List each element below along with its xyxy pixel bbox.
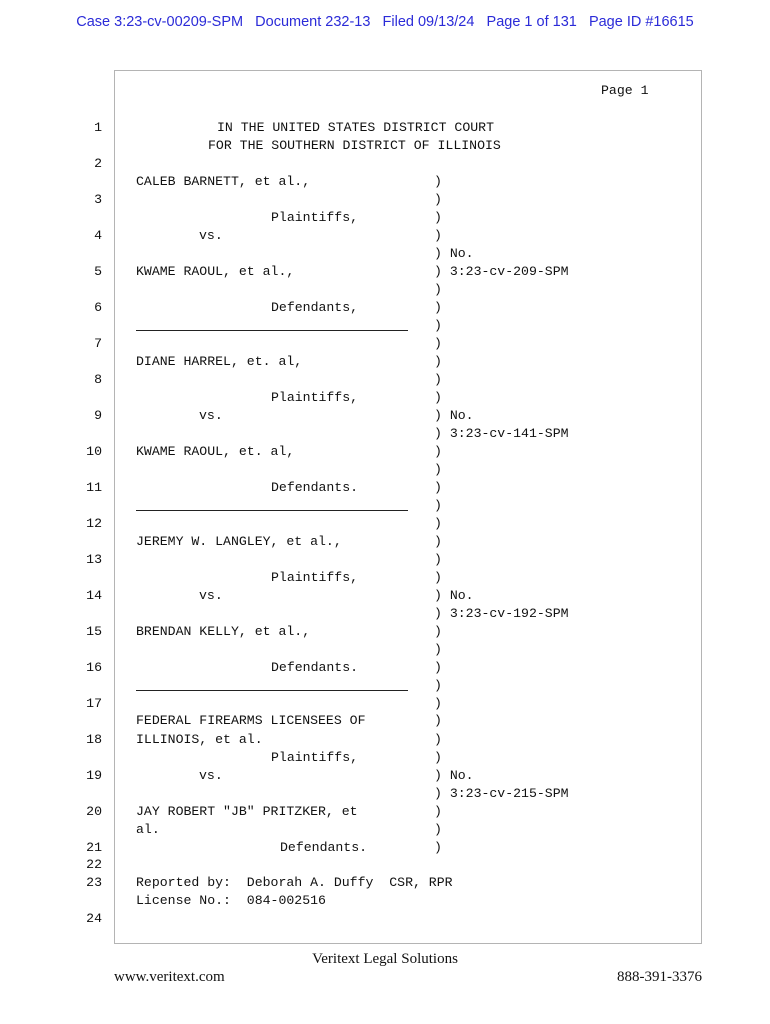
paren: ) [434, 372, 442, 387]
case2-plaintiffs-label: Plaintiffs, [271, 390, 359, 405]
case1-plaintiff: CALEB BARNETT, et al., [136, 174, 311, 189]
paren: ) [434, 498, 442, 513]
paren: ) [434, 678, 442, 693]
case1-case-number: ) 3:23-cv-209-SPM [434, 264, 569, 279]
paren: ) [434, 570, 442, 585]
page-id: Page ID #16615 [588, 14, 694, 30]
paren: ) [434, 660, 442, 675]
line-number: 7 [94, 336, 102, 351]
case1-no-label: ) No. [434, 246, 474, 261]
line-number: 20 [86, 804, 102, 819]
case1-defendant: KWAME RAOUL, et al., [136, 264, 295, 279]
paren: ) [434, 336, 442, 351]
court-title-line2: FOR THE SOUTHERN DISTRICT OF ILLINOIS [208, 138, 501, 153]
line-number: 16 [86, 660, 102, 675]
paren: ) [434, 516, 442, 531]
line-number: 11 [86, 480, 102, 495]
paren: ) [434, 444, 442, 459]
paren: ) [434, 354, 442, 369]
case3-plaintiff: JEREMY W. LANGLEY, et al., [136, 534, 342, 549]
paren: ) [434, 804, 442, 819]
document-number: Document 232-13 [255, 14, 371, 30]
paren: ) [434, 174, 442, 189]
case4-vs: vs. [199, 768, 223, 783]
filed-date: Filed 09/13/24 [382, 14, 475, 30]
line-number: 2 [94, 156, 102, 171]
case4-no-label: ) No. [434, 768, 474, 783]
paren: ) [434, 732, 442, 747]
paren: ) [434, 300, 442, 315]
case-separator-rule [136, 690, 408, 691]
line-number: 21 [86, 840, 102, 855]
case3-no-label: ) No. [434, 588, 474, 603]
case1-vs: vs. [199, 228, 223, 243]
case4-defendant-line1: JAY ROBERT "JB" PRITZKER, et [136, 804, 358, 819]
line-number: 24 [86, 911, 102, 926]
case3-defendants-label: Defendants. [271, 660, 359, 675]
line-number: 3 [94, 192, 102, 207]
case2-defendants-label: Defendants. [271, 480, 359, 495]
case3-defendant: BRENDAN KELLY, et al., [136, 624, 311, 639]
line-number: 8 [94, 372, 102, 387]
paren: ) [434, 840, 442, 855]
page-of: Page 1 of 131 [486, 14, 577, 30]
case3-case-number: ) 3:23-cv-192-SPM [434, 606, 569, 621]
paren: ) [434, 642, 442, 657]
paren: ) [434, 228, 442, 243]
case2-no-label: ) No. [434, 408, 474, 423]
case4-defendant-line2: al. [136, 822, 160, 837]
line-number: 12 [86, 516, 102, 531]
paren: ) [434, 822, 442, 837]
footer-phone: 888-391-3376 [617, 969, 702, 985]
case4-case-number: ) 3:23-cv-215-SPM [434, 786, 569, 801]
case4-defendants-label: Defendants. [280, 840, 368, 855]
line-number: 6 [94, 300, 102, 315]
paren: ) [434, 462, 442, 477]
line-number: 19 [86, 768, 102, 783]
line-number: 9 [94, 408, 102, 423]
paren: ) [434, 210, 442, 225]
line-number: 14 [86, 588, 102, 603]
paren: ) [434, 552, 442, 567]
paren: ) [434, 534, 442, 549]
case4-plaintiffs-label: Plaintiffs, [271, 750, 359, 765]
license-number: License No.: 084-002516 [136, 893, 326, 908]
paren: ) [434, 192, 442, 207]
line-number: 18 [86, 732, 102, 747]
transcript-page-label: Page 1 [601, 83, 649, 98]
case1-defendants-label: Defendants, [271, 300, 359, 315]
footer-website: www.veritext.com [114, 969, 225, 985]
case4-plaintiff-line2: ILLINOIS, et al. [136, 732, 263, 747]
line-number: 13 [86, 552, 102, 567]
line-number: 4 [94, 228, 102, 243]
paren: ) [434, 282, 442, 297]
line-number: 10 [86, 444, 102, 459]
case3-vs: vs. [199, 588, 223, 603]
line-number: 22 [86, 857, 102, 872]
line-number: 23 [86, 875, 102, 890]
case4-plaintiff-line1: FEDERAL FIREARMS LICENSEES OF [136, 713, 366, 728]
paren: ) [434, 624, 442, 639]
paren: ) [434, 750, 442, 765]
line-number: 5 [94, 264, 102, 279]
case-number: Case 3:23-cv-00209-SPM [76, 14, 244, 30]
paren: ) [434, 480, 442, 495]
line-number: 15 [86, 624, 102, 639]
reported-by: Reported by: Deborah A. Duffy CSR, RPR [136, 875, 453, 890]
case1-plaintiffs-label: Plaintiffs, [271, 210, 359, 225]
paren: ) [434, 390, 442, 405]
case2-case-number: ) 3:23-cv-141-SPM [434, 426, 569, 441]
paren: ) [434, 318, 442, 333]
line-number: 17 [86, 696, 102, 711]
case-header [0, 14, 770, 30]
court-title-line1: IN THE UNITED STATES DISTRICT COURT [217, 120, 494, 135]
paren: ) [434, 696, 442, 711]
paren: ) [434, 713, 442, 728]
case2-defendant: KWAME RAOUL, et. al, [136, 444, 295, 459]
case3-plaintiffs-label: Plaintiffs, [271, 570, 359, 585]
case-separator-rule [136, 330, 408, 331]
case2-vs: vs. [199, 408, 223, 423]
case2-plaintiff: DIANE HARREL, et. al, [136, 354, 303, 369]
footer-company: Veritext Legal Solutions [312, 951, 458, 967]
line-number: 1 [94, 120, 102, 135]
case-separator-rule [136, 510, 408, 511]
